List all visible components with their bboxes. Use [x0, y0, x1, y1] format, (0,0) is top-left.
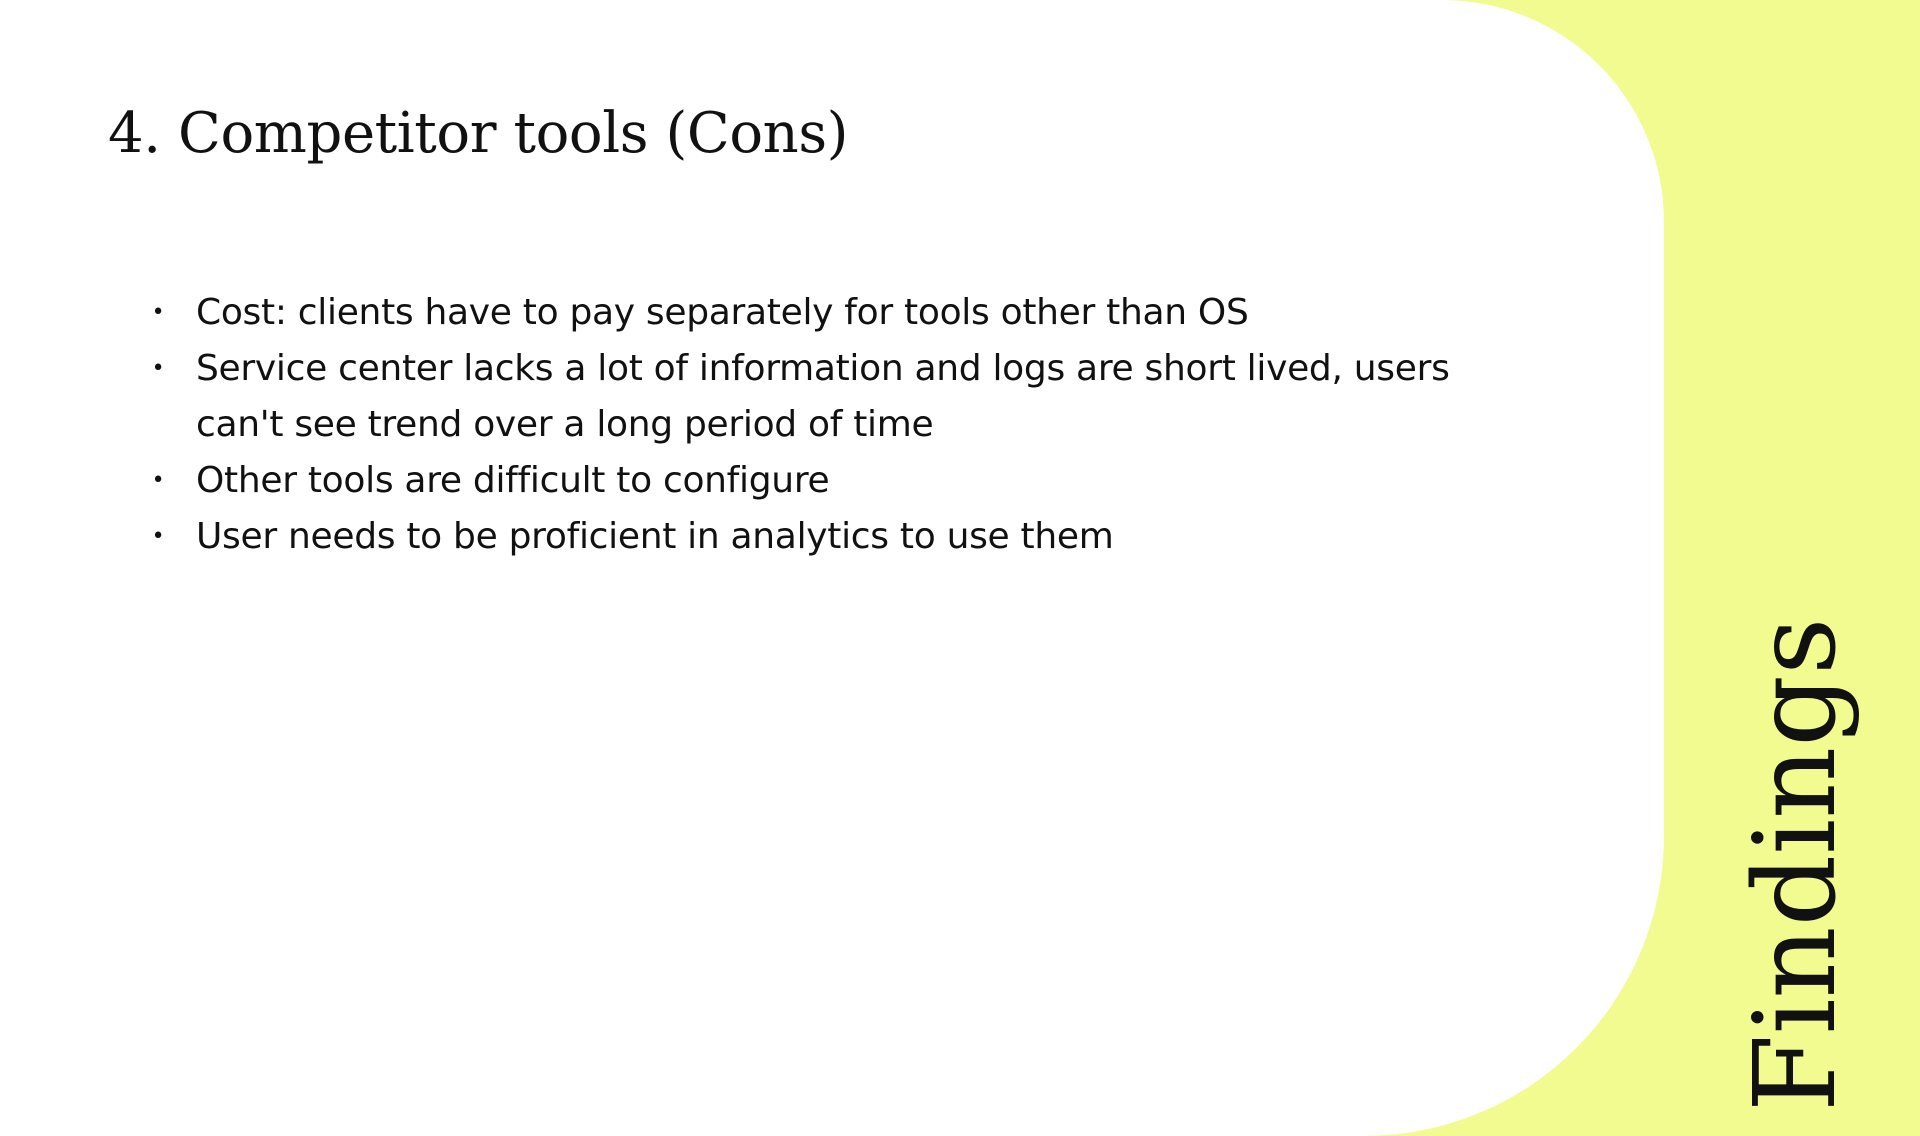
list-item-text: Cost: clients have to pay separately for tools other than OS — [196, 292, 1249, 333]
bullet-list — [150, 285, 1510, 565]
bullet-icon: • — [151, 524, 165, 549]
bullet-icon: • — [151, 300, 165, 325]
list-item — [150, 341, 1510, 453]
list-item-text: User needs to be proficient in analytics to use them — [196, 516, 1114, 557]
list-item-text: Other tools are difficult to configure — [196, 460, 830, 501]
bullet-icon: • — [151, 356, 165, 381]
bullet-icon: • — [151, 468, 165, 493]
list-item-text: Service center lacks a lot of information and logs are short lived, users can't see trend over a long period of time — [196, 348, 1450, 445]
list-item — [150, 509, 1510, 565]
list-item — [150, 453, 1510, 509]
list-item — [150, 285, 1510, 341]
page-title: 4. Competitor tools (Cons) — [108, 101, 849, 166]
section-label: Findings — [1731, 617, 1861, 1112]
